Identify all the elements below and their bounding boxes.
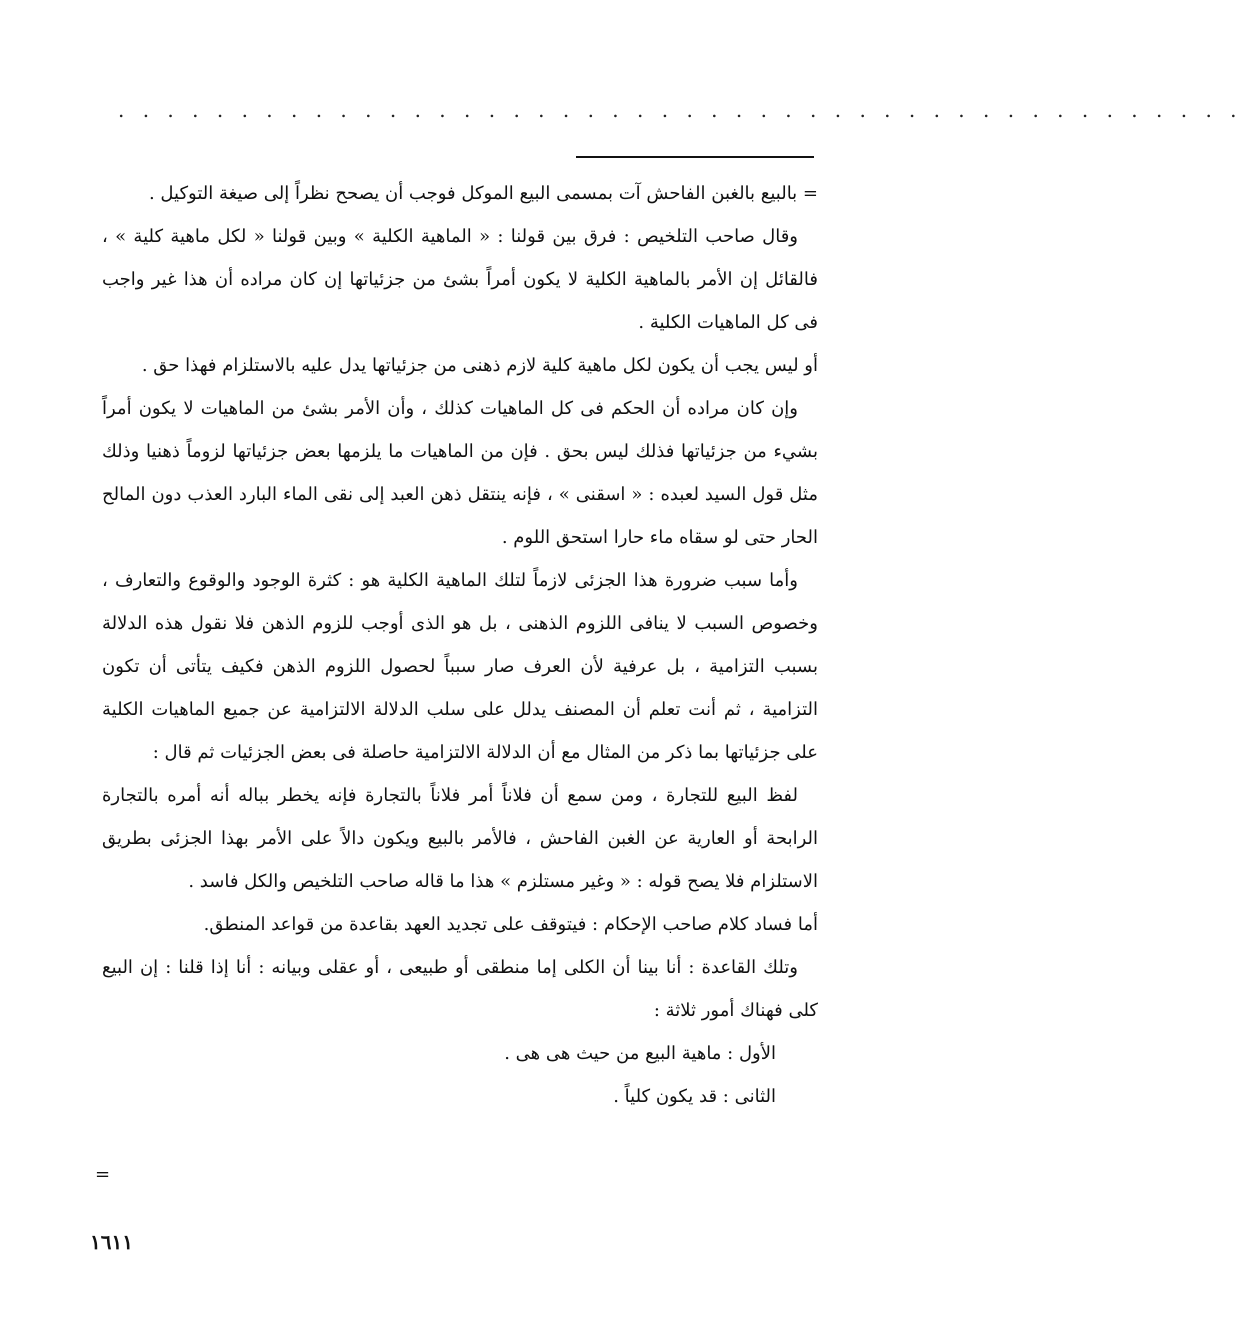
list-item: الأول : ماهية البيع من حيث هى هى . [504, 1043, 776, 1064]
dotted-separator: . . . . . . . . . . . . . . . . . . . . . . . . . . . . . . . . . . . . . . . . . . . . . . [118, 98, 1243, 122]
paragraph: أما فساد كلام صاحب الإحكام : فيتوقف على تجديد العهد بقاعدة من قواعد المنطق. [203, 914, 818, 935]
continuation-mark: = [95, 1164, 111, 1185]
paragraph: وأما سبب ضرورة هذا الجزئى لازماً لتلك الماهية الكلية هو : كثرة الوجود والوقوع والتعارف ، وخصوص السبب لا ينافى اللزوم الذهنى ، بل هو الذى أوجب للزوم الذهن فلا نقول هذه الدلالة بسبب التزامية ، بل عرفية لأن العرف صار سبباً لحصول اللزوم الذهن فكيف يتأتى أن تكون التزامية ، ثم أنت تعلم أن المصنف يدلل على سلب الدلالة الالتزامية عن جميع الماهيات الكلية على جزئياتها بما ذكر من المثال مع أن الدلالة الالتزامية حاصلة فى بعض الجزئيات ثم قال : [102, 570, 818, 763]
paragraph: وتلك القاعدة : أنا بينا أن الكلى إما منطقى أو طبيعى ، أو عقلى وبيانه : أنا إذا قلنا : إن البيع كلى فهناك أمور ثلاثة : [102, 957, 818, 1021]
footnote-separator-line [576, 156, 814, 158]
paragraph: لفظ البيع للتجارة ، ومن سمع أن فلاناً أمر فلاناً بالتجارة فإنه يخطر بباله أنه أمره بالتجارة الرابحة أو العارية عن الغبن الفاحش ، فالأمر بالبيع ويكون دالاً على الأمر بهذا الجزئى بطريق الاستلزام فلا يصح قوله : « وغير مستلزم » هذا ما قاله صاحب التلخيص والكل فاسد . [102, 785, 818, 892]
body-text [102, 172, 818, 1118]
paragraph: أو ليس يجب أن يكون لكل ماهية كلية لازم ذهنى من جزئياتها يدل عليه بالاستلزام فهذا حق . [141, 355, 818, 376]
paragraph: وإن كان مراده أن الحكم فى كل الماهيات كذلك ، وأن الأمر بشئ من الماهيات لا يكون أمراً بشيء من جزئياتها فذلك ليس بحق . فإن من الماهيات ما يلزمها بعض جزئياتها لزوماً ذهنيا وذلك مثل قول السيد لعبده : « اسقنى » ، فإنه ينتقل ذهن العبد إلى نقى الماء البارد العذب دون المالح الحار حتى لو سقاه ماء حارا استحق اللوم . [102, 398, 818, 548]
paragraph: وقال صاحب التلخيص : فرق بين قولنا : « الماهية الكلية » وبين قولنا « لكل ماهية كلية » ، فالقائل إن الأمر بالماهية الكلية لا يكون أمراً بشئ من جزئياتها إن كان مراده أن هذا غير واجب فى كل الماهيات الكلية . [102, 226, 818, 333]
list-item: الثانى : قد يكون كلياً . [613, 1086, 776, 1107]
page-number: ١٦١١ [90, 1230, 133, 1254]
paragraph: = بالبيع بالغبن الفاحش آت بمسمى البيع الموكل فوجب أن يصحح نظراً إلى صيغة التوكيل . [148, 183, 818, 204]
